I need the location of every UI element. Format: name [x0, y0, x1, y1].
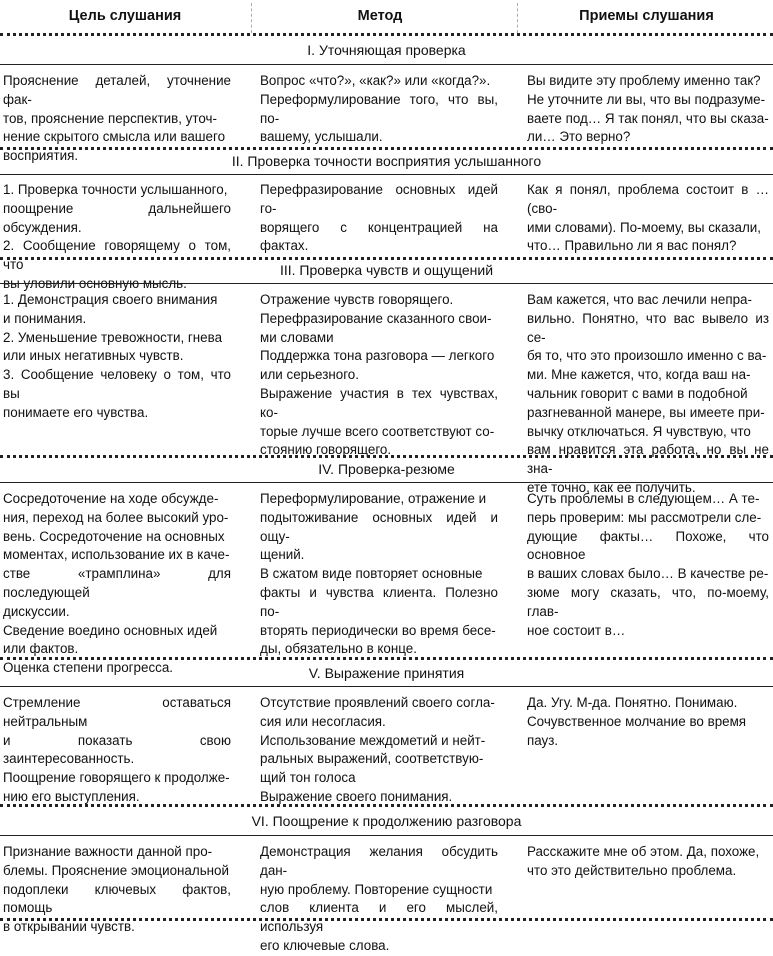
text-line: что… Правильно ли я вас понял?: [527, 238, 737, 254]
text-line: 1. Проверка точности услышанного,: [3, 182, 228, 197]
text-line: вторять периодически во время бесе-: [260, 622, 496, 638]
header-techniques: Приемы слушания: [579, 8, 714, 24]
section-divider: [0, 455, 773, 458]
header-goal: Цель слушания: [68, 8, 182, 24]
text-line: факты и чувства клиента. Полезно по-: [260, 584, 498, 619]
text-line: В сжатом виде повторяет основные: [260, 566, 483, 582]
section-3-method: [260, 291, 498, 460]
text-line: Демонстрация желания обсудить дан-: [260, 844, 498, 878]
section-divider: [0, 257, 773, 260]
section-rule: [0, 686, 773, 687]
text-line: дискуссии.: [3, 603, 70, 619]
text-line: щений.: [260, 547, 305, 563]
text-line: и показать свою заинтересованность.: [3, 732, 231, 767]
text-line: бя то, что это произошло именно с ва-: [527, 348, 767, 364]
text-line: 3. Сообщение человеку о том, что вы: [3, 367, 231, 401]
text-line: 2. Сообщение говорящему о том, что: [3, 238, 231, 273]
column-divider: [251, 3, 252, 33]
text-line: нию его выступления.: [3, 788, 140, 804]
header-method: Метод: [357, 8, 403, 24]
text-line: подоплеки ключевых фактов, помощь: [3, 881, 231, 916]
section-divider: [0, 657, 773, 660]
section-4-goal: [3, 490, 231, 678]
text-line: или иных негативных чувств.: [3, 348, 184, 364]
text-line: щий тон голоса: [260, 770, 356, 786]
text-line: блемы. Прояснение эмоциональной: [3, 862, 229, 878]
text-line: Как я понял, проблема состоит в … (сво-: [527, 182, 769, 216]
text-line: 2. Уменьшение тревожности, гнева: [3, 329, 223, 345]
section-4-techniques: [527, 490, 769, 640]
text-line: Перефразирование основных идей го-: [260, 182, 498, 216]
text-line: нение скрытого смысла или вашего: [3, 129, 226, 145]
section-1-techniques: [527, 72, 769, 147]
text-line: или серьезного.: [260, 367, 359, 383]
text-line: ную проблему. Повторение сущности: [260, 881, 493, 897]
text-line: Прояснение деталей, уточнение фак-: [3, 73, 231, 107]
text-line: Суть проблемы в следующем… А те-: [527, 491, 760, 506]
text-line: разгневанной манере, вы имеете при-: [527, 404, 765, 420]
text-line: торые лучше всего соответствуют со-: [260, 423, 495, 439]
text-line: Вопрос «что?», «как?» или «когда?».: [260, 73, 491, 88]
section-divider: [0, 147, 773, 150]
text-line: зюме могу сказать, что, по-моему, глав-: [527, 584, 769, 619]
text-line: Выражение своего понимания.: [260, 788, 453, 804]
text-line: вам нравится эта работа, но вы не зна-: [527, 442, 769, 477]
section-rule: [0, 174, 773, 175]
text-line: ваете под… Я так понял, что вы сказа-: [527, 110, 769, 126]
text-line: Сочувственное молчание во время: [527, 713, 747, 729]
section-rule: [0, 64, 773, 65]
text-line: ими словами). По-моему, вы сказали,: [527, 219, 761, 235]
text-line: Признание важности данной про-: [3, 844, 213, 859]
text-line: Переформулирование того, что вы, по-: [260, 91, 498, 126]
text-line: Перефразирование сказанного свои-: [260, 310, 492, 326]
section-5-method: [260, 694, 498, 807]
section-6-goal: [3, 843, 231, 937]
text-line: Поддержка тона разговора — легкого: [260, 348, 495, 364]
section-2-techniques: [527, 181, 769, 256]
text-line: Переформулирование, отражение и: [260, 491, 487, 506]
text-line: вашему, услышали.: [260, 129, 383, 145]
text-line: чальник говорит с вами в подобной: [527, 385, 748, 401]
text-line: Сосредоточение на ходе обсужде-: [3, 491, 219, 506]
text-line: тов, прояснение перспектив, уточ-: [3, 110, 217, 126]
text-line: и понимания.: [3, 310, 87, 326]
text-line: вильно. Понятно, что вас вывело из се-: [527, 310, 769, 345]
text-line: что это действительно проблема.: [527, 862, 737, 878]
text-line: стве «трамплина» для последующей: [3, 566, 231, 600]
section-title: II. Проверка точности восприятия услышанного: [231, 153, 542, 169]
text-line: стоянию говорящего.: [260, 442, 392, 458]
text-line: понимаете его чувства.: [3, 404, 149, 420]
section-title: V. Выражение принятия: [308, 665, 465, 681]
section-title: I. Уточняющая проверка: [307, 42, 466, 58]
text-line: 1. Демонстрация своего внимания: [3, 292, 218, 307]
text-line: моментах, использование их в каче-: [3, 547, 230, 563]
text-line: пауз.: [527, 732, 559, 748]
text-line: ральных выражений, соответствую-: [260, 751, 484, 767]
section-6-method: [260, 843, 498, 956]
text-line: или фактов.: [3, 641, 79, 657]
section-3-goal: [3, 291, 231, 423]
text-line: поощрение дальнейшего обсуждения.: [3, 200, 231, 235]
text-line: слов клиента и его мыслей, используя: [260, 900, 498, 935]
text-line: ми словами: [260, 329, 334, 345]
section-rule: [0, 835, 773, 836]
text-line: восприятия.: [3, 148, 79, 164]
section-rule: [0, 482, 773, 483]
text-line: ми. Мне кажется, что, когда ваш на-: [527, 367, 751, 383]
section-title: III. Проверка чувств и ощущений: [279, 262, 494, 278]
text-line: Да. Угу. М-да. Понятно. Понимаю.: [527, 695, 738, 710]
text-line: в открывании чувств.: [3, 919, 135, 935]
text-line: вень. Сосредоточение на основных: [3, 528, 225, 544]
section-4-method: [260, 490, 498, 659]
text-line: вы уловили основную мысль.: [3, 275, 187, 291]
section-rule: [0, 283, 773, 284]
text-line: ния, переход на более высокий уро-: [3, 509, 229, 525]
column-divider: [517, 3, 518, 33]
text-line: Стремление оставаться нейтральным: [3, 695, 231, 729]
text-line: Не уточните ли вы, что вы подразуме-: [527, 91, 766, 107]
text-line: Оценка степени прогресса.: [3, 660, 173, 676]
section-5-goal: [3, 694, 231, 807]
section-title: IV. Проверка-резюме: [318, 461, 455, 477]
text-line: Выражение участия в тех чувствах, ко-: [260, 385, 498, 420]
table-bottom-border: [0, 918, 773, 921]
section-1-goal: [3, 72, 231, 166]
text-line: Отражение чувств говорящего.: [260, 292, 454, 307]
text-line: перь проверим: мы рассмотрели сле-: [527, 509, 762, 525]
section-1-method: [260, 72, 498, 147]
section-divider: [0, 804, 773, 807]
text-line: вычку отключаться. Я чувствую, что: [527, 423, 751, 439]
header-divider: [0, 33, 773, 36]
text-line: Сведение воедино основных идей: [3, 622, 218, 638]
text-line: Вы видите эту проблему именно так?: [527, 73, 761, 88]
text-line: дующие факты… Похоже, что основное: [527, 528, 769, 563]
text-line: ное состоит в…: [527, 622, 626, 638]
text-line: ворящего с концентрацией на фактах.: [260, 219, 498, 254]
text-line: Вам кажется, что вас лечили непра-: [527, 292, 752, 307]
section-title: VI. Поощрение к продолжению разговора: [251, 813, 522, 829]
section-6-techniques: [527, 843, 769, 881]
text-line: Расскажите мне об этом. Да, похоже,: [527, 844, 760, 859]
text-line: ды, обязательно в конце.: [260, 641, 417, 657]
text-line: сия или несогласия.: [260, 713, 386, 729]
text-line: Отсутствие проявлений своего согла-: [260, 695, 495, 710]
text-line: Использование междометий и нейт-: [260, 732, 486, 748]
section-5-techniques: [527, 694, 769, 750]
text-line: ли… Это верно?: [527, 129, 631, 145]
text-line: Поощрение говорящего к продолже-: [3, 770, 230, 786]
text-line: ете точно, как ее получить.: [527, 479, 696, 495]
section-2-method: [260, 181, 498, 256]
text-line: в ваших словах было… В качестве ре-: [527, 566, 769, 582]
text-line: его ключевые слова.: [260, 937, 390, 953]
text-line: подытоживание основных идей и ощу-: [260, 509, 498, 544]
